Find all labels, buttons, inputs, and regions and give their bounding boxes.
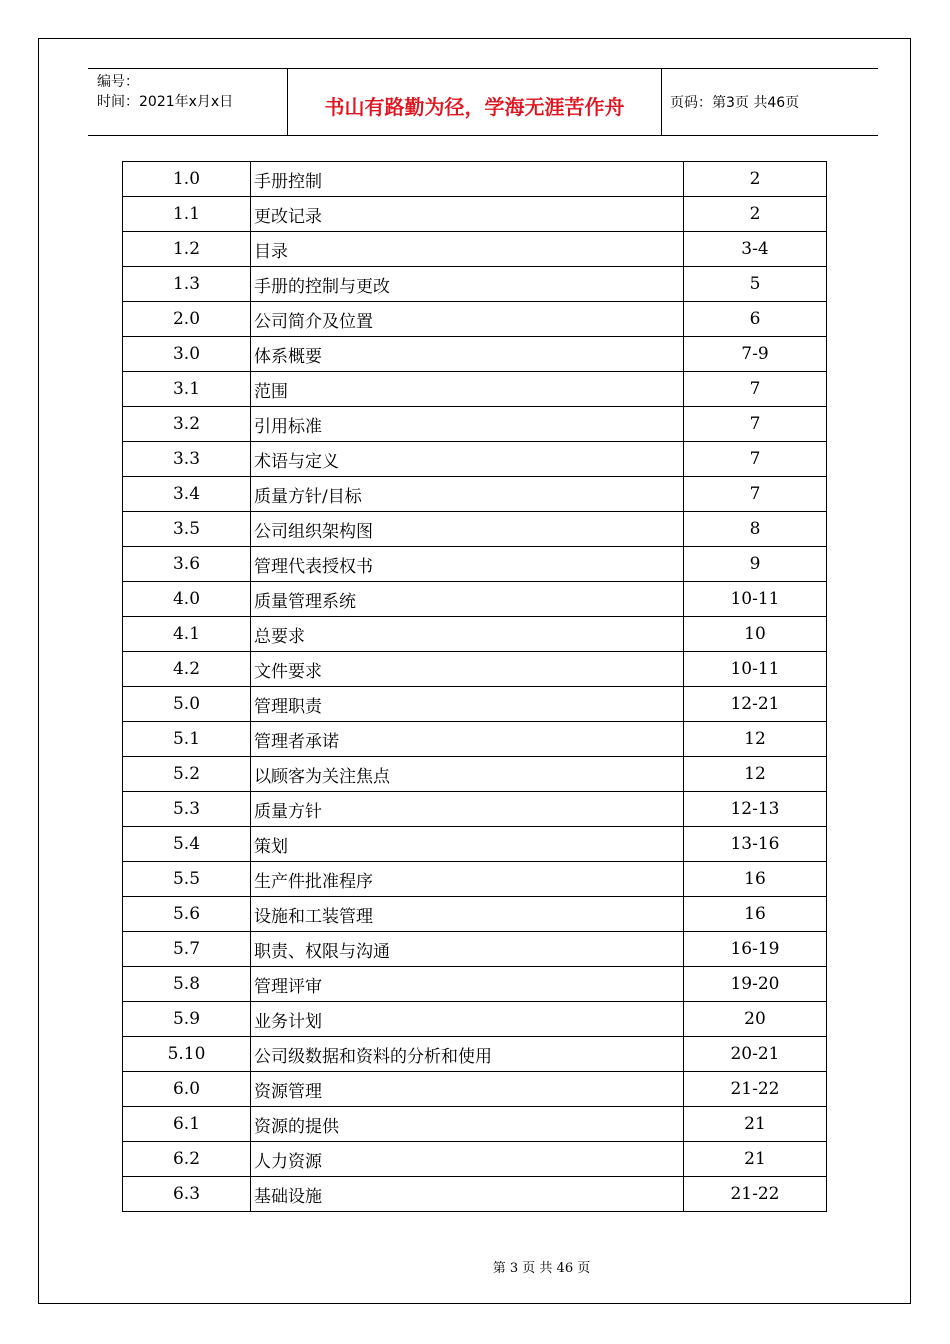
header-page-info: 页码：第3页 共46页 [670,95,800,111]
toc-section-title: 手册的控制与更改 [251,267,684,302]
toc-section-title: 资源管理 [251,1072,684,1107]
toc-section-number: 3.2 [123,407,251,442]
toc-row [123,1177,827,1212]
toc-page-range: 7 [684,442,827,477]
toc-section-number: 6.1 [123,1107,251,1142]
toc-section-title: 管理代表授权书 [251,547,684,582]
toc-section-number: 3.1 [123,372,251,407]
toc-section-number: 5.1 [123,722,251,757]
toc-row [123,512,827,547]
toc-section-title: 质量方针 [251,792,684,827]
toc-section-number: 3.6 [123,547,251,582]
toc-row [123,722,827,757]
toc-page-range: 19-20 [684,967,827,1002]
toc-row [123,442,827,477]
toc-page-range: 5 [684,267,827,302]
toc-section-number: 4.2 [123,652,251,687]
toc-section-number: 5.9 [123,1002,251,1037]
toc-row [123,162,827,197]
toc-section-title: 文件要求 [251,652,684,687]
toc-row [123,792,827,827]
toc-page-range: 7-9 [684,337,827,372]
toc-section-title: 术语与定义 [251,442,684,477]
toc-section-number: 1.1 [123,197,251,232]
toc-section-title: 设施和工装管理 [251,897,684,932]
toc-section-number: 6.2 [123,1142,251,1177]
toc-row [123,267,827,302]
toc-row [123,1002,827,1037]
toc-page-range: 6 [684,302,827,337]
toc-page-range: 10 [684,617,827,652]
toc-section-number: 6.3 [123,1177,251,1212]
toc-section-title: 手册控制 [251,162,684,197]
toc-page-range: 7 [684,372,827,407]
toc-section-number: 5.3 [123,792,251,827]
toc-row [123,197,827,232]
toc-page-range: 12 [684,757,827,792]
toc-row [123,407,827,442]
toc-page-range: 12-13 [684,792,827,827]
toc-section-title: 以顾客为关注焦点 [251,757,684,792]
toc-section-title: 管理者承诺 [251,722,684,757]
toc-row [123,547,827,582]
toc-page-range: 10-11 [684,652,827,687]
toc-row [123,862,827,897]
toc-row [123,1037,827,1072]
toc-row [123,652,827,687]
toc-page-range: 16 [684,897,827,932]
toc-section-number: 3.3 [123,442,251,477]
toc-section-number: 3.5 [123,512,251,547]
toc-section-number: 1.0 [123,162,251,197]
toc-section-title: 公司简介及位置 [251,302,684,337]
toc-page-range: 21-22 [684,1072,827,1107]
toc-row [123,687,827,722]
toc-row [123,932,827,967]
toc-section-title: 公司级数据和资料的分析和使用 [251,1037,684,1072]
toc-page-range: 20 [684,1002,827,1037]
toc-page-range: 20-21 [684,1037,827,1072]
toc-section-number: 6.0 [123,1072,251,1107]
toc-page-range: 7 [684,477,827,512]
toc-section-number: 1.3 [123,267,251,302]
toc-row [123,757,827,792]
toc-section-number: 2.0 [123,302,251,337]
doc-time: 时间：2021年x月x日 [97,94,234,110]
toc-section-title: 引用标准 [251,407,684,442]
toc-section-title: 公司组织架构图 [251,512,684,547]
toc-page-range: 21 [684,1142,827,1177]
toc-section-title: 总要求 [251,617,684,652]
toc-section-number: 3.4 [123,477,251,512]
toc-section-number: 3.0 [123,337,251,372]
page-footer: 第 3 页 共 46 页 [492,1261,591,1276]
toc-page-range: 2 [684,197,827,232]
toc-row [123,582,827,617]
toc-row [123,477,827,512]
toc-page-range: 10-11 [684,582,827,617]
toc-page-range: 2 [684,162,827,197]
toc-row [123,827,827,862]
toc-row [123,232,827,267]
toc-section-title: 质量管理系统 [251,582,684,617]
toc-page-range: 21-22 [684,1177,827,1212]
toc-row [123,967,827,1002]
toc-row [123,1072,827,1107]
toc-row [123,302,827,337]
toc-row [123,1142,827,1177]
toc-section-title: 管理职责 [251,687,684,722]
toc-section-title: 目录 [251,232,684,267]
toc-section-number: 5.0 [123,687,251,722]
toc-section-title: 管理评审 [251,967,684,1002]
header-motto: 书山有路勤为径，学海无涯苦作舟 [288,69,662,135]
header-meta [88,69,288,135]
toc-row [123,337,827,372]
toc-section-number: 5.5 [123,862,251,897]
toc-section-number: 1.2 [123,232,251,267]
toc-page-range: 12 [684,722,827,757]
toc-section-title: 范围 [251,372,684,407]
toc-section-title: 更改记录 [251,197,684,232]
toc-section-number: 4.0 [123,582,251,617]
toc-section-title: 业务计划 [251,1002,684,1037]
toc-page-range: 13-16 [684,827,827,862]
toc-section-title: 基础设施 [251,1177,684,1212]
toc-row [123,1107,827,1142]
toc-section-title: 生产件批准程序 [251,862,684,897]
toc-page-range: 7 [684,407,827,442]
toc-page-range: 16-19 [684,932,827,967]
toc-page-range: 16 [684,862,827,897]
toc-section-number: 4.1 [123,617,251,652]
toc-section-number: 5.4 [123,827,251,862]
toc-table [122,161,827,1212]
page-header [88,68,878,136]
toc-page-range: 3-4 [684,232,827,267]
toc-row [123,617,827,652]
toc-section-number: 5.2 [123,757,251,792]
toc-section-title: 职责、权限与沟通 [251,932,684,967]
toc-page-range: 8 [684,512,827,547]
toc-section-number: 5.7 [123,932,251,967]
doc-code-label: 编号： [97,74,139,90]
toc-section-number: 5.6 [123,897,251,932]
toc-page-range: 21 [684,1107,827,1142]
toc-page-range: 9 [684,547,827,582]
toc-section-number: 5.8 [123,967,251,1002]
toc-section-title: 策划 [251,827,684,862]
toc-section-title: 人力资源 [251,1142,684,1177]
toc-section-number: 5.10 [123,1037,251,1072]
toc-section-title: 质量方针/目标 [251,477,684,512]
toc-section-title: 资源的提供 [251,1107,684,1142]
toc-row [123,372,827,407]
toc-page-range: 12-21 [684,687,827,722]
toc-row [123,897,827,932]
toc-section-title: 体系概要 [251,337,684,372]
